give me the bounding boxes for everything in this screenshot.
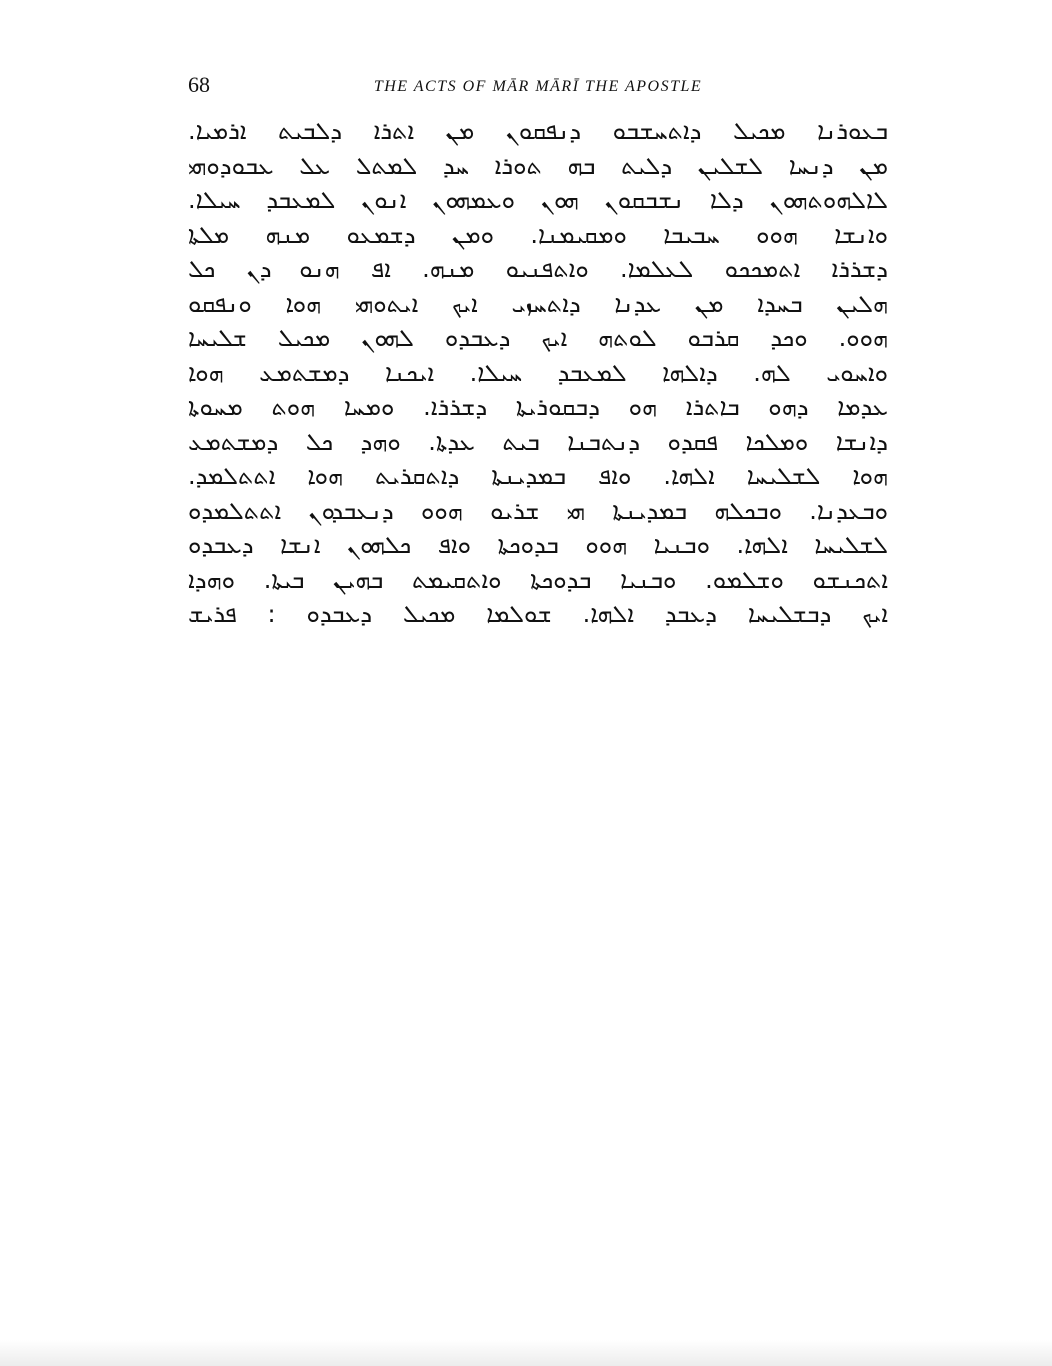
page-header xyxy=(188,70,888,100)
text-line: ܡܢ ܕܢܚܐ ܠܫܠܝܢ ܕܠܝܬ ܒܗ ܬܘܪܐ ܚܕ ܠܡܬܠ ܥܠ ܥܒܘܕܘܗܝ xyxy=(188,151,888,180)
running-title: THE ACTS OF MĀR MĀRĪ THE APOSTLE xyxy=(373,78,703,95)
text-line: ܠܐܠܗܘܬܗܘܢ ܕܠܐ ܢܫܒܩܘܢ ܗܘܢ ܘܥܡܗܘܢ ܐܢܘܢ ܠܡܥܒܕ ܚܝܠܐ. xyxy=(188,186,888,214)
text-line: ܐܬܟܢܫܘ ܘܫܠܡܘ. ܘܒܢܝܐ ܒܕܘܟܬܐ ܘܐܬܩܝܡܬ ܒܗܝܢ ܒܝܬܐ. ܘܗܕܐ xyxy=(188,565,888,594)
text-line: ܕܐܢܫܐ ܘܡܠܟܐ ܦܩܕܘ ܕܢܬܒܢܐ ܒܝܬ ܥܕܬܐ. ܘܗܕ ܟܠ ܕܡܫܬܡܥ xyxy=(188,427,888,456)
text-line: ܗܠܝܢ ܒܚܕܐ ܡܢ ܥܕܢܐ ܕܐܬܚܙܝ ܐܝܟ ܐܝܬܘܗܝ ܗܘܐ ܘܢܦܩܘ xyxy=(188,289,888,318)
text-line: ܘܐܚܘܝ ܠܗ. ܕܐܠܗܐ ܠܡܥܒܕ ܚܝܠܐ. ܐܝܟܢܐ ܕܡܫܬܡܥ ܗܘܐ xyxy=(188,358,888,387)
page-bottom-edge xyxy=(0,1340,1052,1366)
syriac-body-text xyxy=(188,114,888,632)
text-line: ܘܒܥܕܢܐ. ܘܒܟܠܗ ܒܡܕܝܢܬܐ ܗܝ ܫܪܝܘ ܗܘܘ ܕܢܥܒܕܘܢ ܐܬܬܠܡܕܘ xyxy=(188,496,888,525)
page-number: 68 xyxy=(188,72,210,97)
text-line: ܐܝܟ ܕܒܫܠܝܚܐ ܕܥܒܕ ܐܠܗܐ. ܫܘܠܡܐ ܡܟܝܠ ܕܥܒܕܘ : ܦܪܝܫ xyxy=(188,600,888,628)
text-line: ܗܘܘ. ܘܟܕ ܩܪܒܘ ܠܘܬܗ ܐܝܟ ܕܥܒܕܘ ܠܗܘܢ ܡܟܝܠ ܫܠܝܚܐ xyxy=(188,324,888,352)
text-line: ܘܐܢܫܐ ܗܘܘ ܚܒܝܒܐ ܘܡܩܝܡܢܐ. ܘܡܢ ܕܫܡܥܘ ܡܢܗ ܡܠܬܐ xyxy=(188,220,888,249)
text-line: ܗܘܐ ܠܫܠܝܚܐ ܐܠܗܐ. ܘܐܦ ܒܡܕܝܢܬܐ ܕܐܬܩܪܝܬ ܗܘܐ ܐܬܬܠܡܕ. xyxy=(188,462,888,490)
text-line: ܠܫܠܝܚܐ ܐܠܗܐ. ܘܒܢܝܐ ܗܘܘ ܒܕܘܟܬܐ ܘܐܦ ܟܠܗܘܢ ܐܢܫܐ ܕܥܒܕܘ xyxy=(188,531,888,559)
text-line: ܕܫܪܪܐ ܐܬܡܟܟܘ ܠܥܠܡܐ. ܘܐܬܦܢܝܘ ܡܢܗ. ܐܦ ܗܢܘ ܕܢ ܟܠ xyxy=(188,255,888,283)
text-line: ܒܥܘܪܢܐ ܡܟܝܠ ܕܐܬܚܫܒܘ ܕܢܦܩܘܢ ܡܢ ܐܬܪܐ ܕܠܒܝܬ ܐܪܡܝܐ. xyxy=(188,117,888,145)
text-line: ܥܕܡܐ ܕܗܘ ܒܐܬܪܐ ܗܘ ܕܒܩܘܪܝܬܐ ܕܫܪܪܐ. ܘܡܚܐ ܗܘܬ ܡܚܘܬܐ xyxy=(188,393,888,421)
